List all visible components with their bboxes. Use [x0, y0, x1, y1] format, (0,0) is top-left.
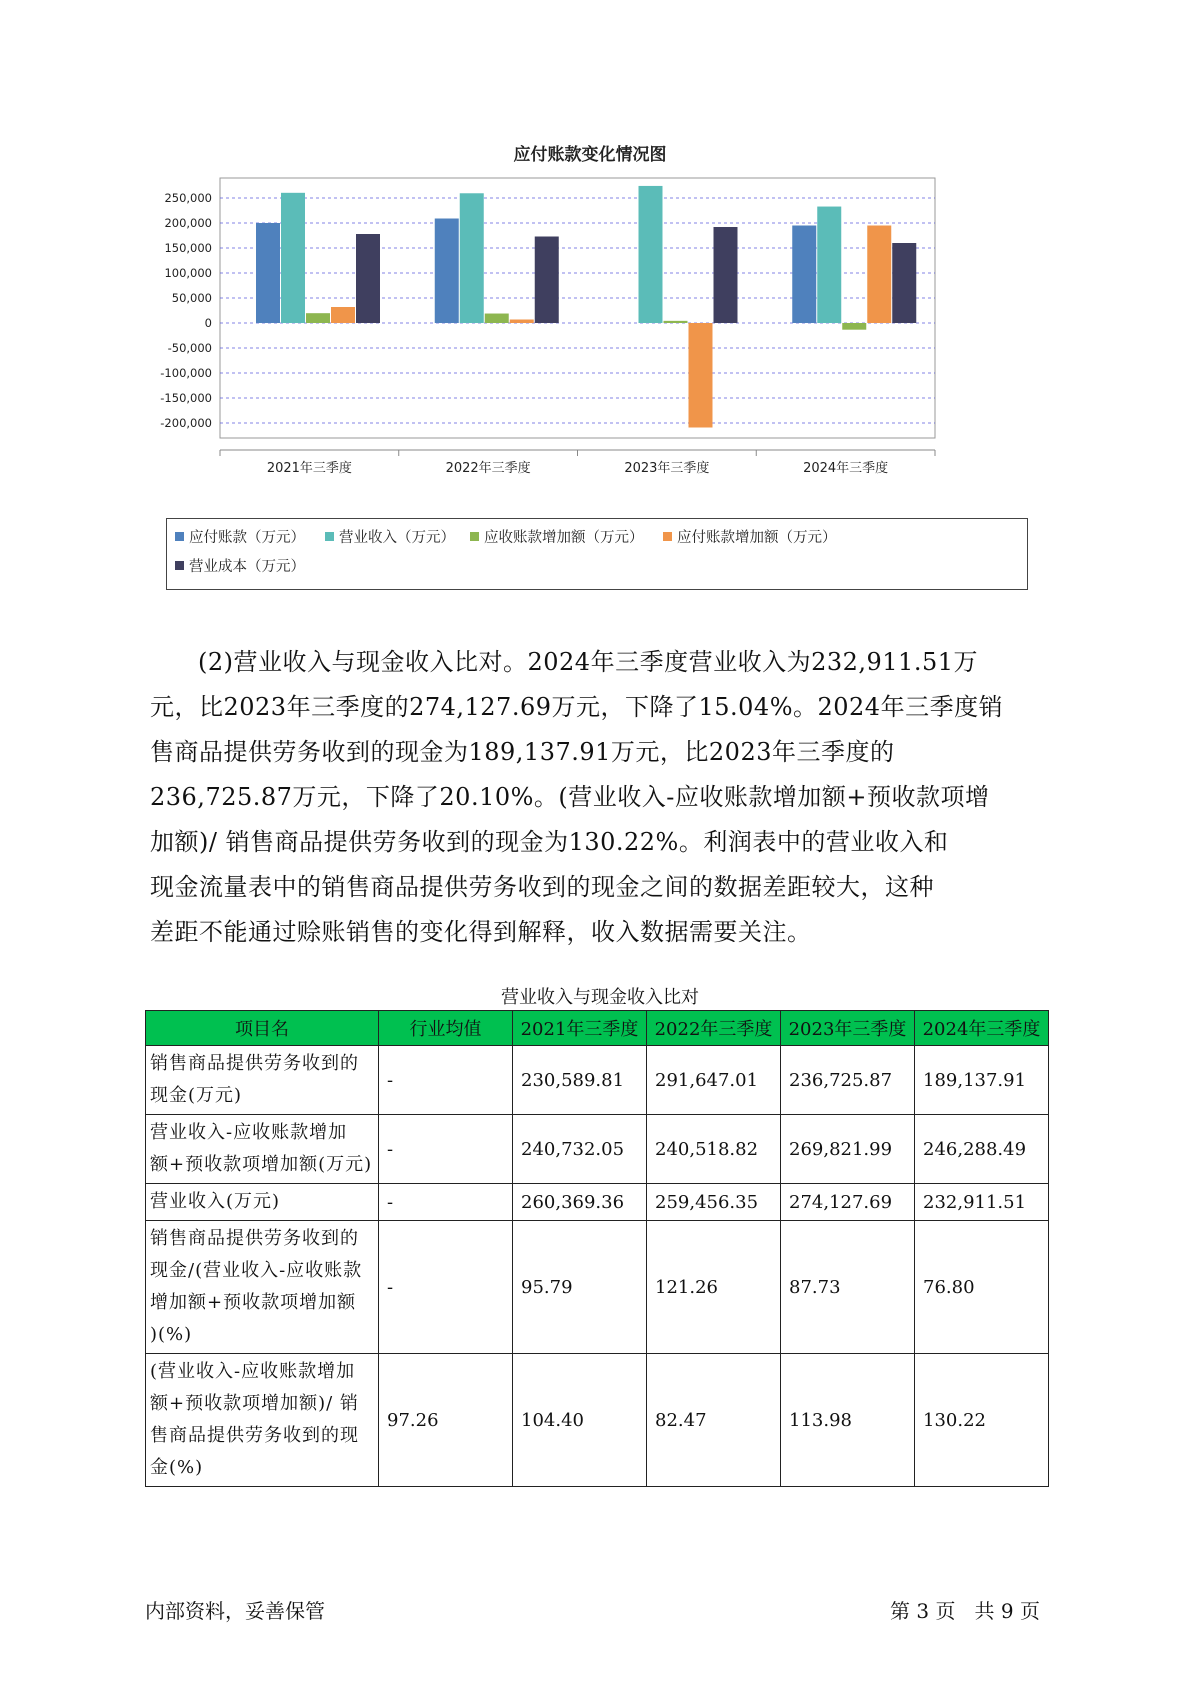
table-cell: 246,288.49: [915, 1115, 1049, 1184]
y-tick-label: -50,000: [167, 341, 212, 355]
row-label-line: (营业收入-应收账款增加: [150, 1361, 356, 1382]
table-cell: 232,911.51: [915, 1184, 1049, 1221]
row-label-line: 增加额+预收款项增加额: [150, 1292, 357, 1313]
x-tick-label: 2022年三季度: [445, 461, 531, 476]
bar: [356, 234, 380, 323]
table-row: [146, 1354, 1049, 1487]
bar: [306, 313, 330, 323]
bar: [792, 226, 816, 324]
row-label: [146, 1221, 379, 1354]
table-cell: 260,369.36: [513, 1184, 647, 1221]
bar: [435, 219, 459, 324]
bar: [460, 193, 484, 323]
legend-label: 应付账款增加额（万元）: [677, 530, 837, 546]
table-cell: 230,589.81: [513, 1046, 647, 1115]
row-label-line: 销售商品提供劳务收到的: [150, 1053, 359, 1074]
row-label-line: 现金(万元): [150, 1085, 243, 1106]
x-tick-label: 2021年三季度: [266, 461, 352, 476]
bar: [510, 320, 534, 324]
table-cell: 189,137.91: [915, 1046, 1049, 1115]
chart-title: 应付账款变化情况图: [513, 145, 667, 165]
table-cell: 113.98: [781, 1354, 915, 1487]
bar: [485, 314, 509, 323]
row-label-line: 营业收入(万元): [150, 1191, 281, 1212]
y-tick-label: -150,000: [160, 391, 212, 405]
bar: [817, 207, 841, 323]
bar: [639, 186, 663, 323]
paragraph-line: 现金流量表中的销售商品提供劳务收到的现金之间的数据差距较大，这种: [150, 873, 934, 901]
table-cell: -: [379, 1046, 513, 1115]
row-label-line: 售商品提供劳务收到的现: [150, 1425, 359, 1446]
header-item-name: 项目名: [146, 1011, 379, 1046]
table-cell: 274,127.69: [781, 1184, 915, 1221]
y-tick-label: -100,000: [160, 366, 212, 380]
legend-swatch: [175, 532, 184, 541]
table-cell: 95.79: [513, 1221, 647, 1354]
legend-label: 应收账款增加额（万元）: [484, 530, 644, 546]
legend-swatch: [663, 532, 672, 541]
table-row: [146, 1115, 1049, 1184]
row-label-line: 额+预收款项增加额(万元): [150, 1154, 373, 1175]
bar: [331, 307, 355, 323]
chart-legend: [166, 518, 1028, 590]
bar: [689, 323, 713, 428]
y-tick-label: 200,000: [164, 216, 212, 230]
y-tick-label: 100,000: [164, 266, 212, 280]
y-tick-label: 50,000: [171, 291, 212, 305]
legend-item: [325, 526, 455, 547]
row-label: [146, 1115, 379, 1184]
table-title: 营业收入与现金收入比对: [501, 987, 699, 1008]
table-cell: 87.73: [781, 1221, 915, 1354]
table-cell: 97.26: [379, 1354, 513, 1487]
table-row: [146, 1221, 1049, 1354]
page-number: 第 3 页 共 9 页: [890, 1599, 1040, 1623]
paragraph-line: 加额)/ 销售商品提供劳务收到的现金为130.22%。利润表中的营业收入和: [150, 828, 949, 856]
legend-item: [470, 526, 644, 547]
bar: [842, 323, 866, 330]
x-tick-label: 2023年三季度: [624, 461, 710, 476]
legend-label: 营业成本（万元）: [189, 559, 305, 575]
header-2023q3: 2023年三季度: [781, 1011, 915, 1046]
legend-swatch: [470, 532, 479, 541]
table-cell: -: [379, 1184, 513, 1221]
footer-confidential: 内部资料，妥善保管: [145, 1599, 325, 1623]
table-cell: 130.22: [915, 1354, 1049, 1487]
table-cell: 236,725.87: [781, 1046, 915, 1115]
body-paragraph: [150, 640, 1050, 955]
table-cell: -: [379, 1115, 513, 1184]
row-label-line: 金(%): [150, 1457, 204, 1478]
table-cell: 269,821.99: [781, 1115, 915, 1184]
legend-item: [663, 526, 837, 547]
legend-label: 应付账款（万元）: [189, 530, 305, 546]
bar: [867, 226, 891, 324]
table-cell: 82.47: [647, 1354, 781, 1487]
legend-swatch: [175, 561, 184, 570]
row-label-line: 现金/(营业收入-应收账款: [150, 1260, 363, 1281]
table-cell: 240,732.05: [513, 1115, 647, 1184]
comparison-table: [145, 1010, 1049, 1487]
paragraph-line: 售商品提供劳务收到的现金为189,137.91万元，比2023年三季度的: [150, 738, 895, 766]
legend-swatch: [325, 532, 334, 541]
header-2024q3: 2024年三季度: [915, 1011, 1049, 1046]
row-label-line: 额+预收款项增加额)/ 销: [150, 1393, 359, 1414]
table-cell: 76.80: [915, 1221, 1049, 1354]
legend-item: [175, 555, 305, 576]
bar: [281, 193, 305, 323]
row-label: [146, 1184, 379, 1221]
table-cell: 240,518.82: [647, 1115, 781, 1184]
table-row: [146, 1184, 1049, 1221]
row-label: [146, 1046, 379, 1115]
row-label: [146, 1354, 379, 1487]
row-label-line: 营业收入-应收账款增加: [150, 1122, 348, 1143]
y-tick-label: 250,000: [164, 191, 212, 205]
bar-chart: [150, 140, 1030, 610]
legend-item: [175, 526, 305, 547]
table-cell: 259,456.35: [647, 1184, 781, 1221]
header-industry-avg: 行业均值: [379, 1011, 513, 1046]
bar: [256, 223, 280, 323]
paragraph-line: 236,725.87万元，下降了20.10%。(营业收入-应收账款增加额+预收款项增: [150, 783, 990, 811]
row-label-line: )(%): [150, 1324, 193, 1345]
paragraph-line: 元，比2023年三季度的274,127.69万元，下降了15.04%。2024年三季度销: [150, 693, 1004, 721]
bar: [714, 227, 738, 323]
bar: [664, 321, 688, 323]
y-tick-label: -200,000: [160, 416, 212, 430]
y-tick-label: 150,000: [164, 241, 212, 255]
y-tick-label: 0: [204, 316, 212, 330]
table-row: [146, 1046, 1049, 1115]
x-tick-label: 2024年三季度: [803, 461, 889, 476]
paragraph-line: 差距不能通过赊账销售的变化得到解释，收入数据需要关注。: [150, 918, 812, 946]
table-cell: 291,647.01: [647, 1046, 781, 1115]
header-2022q3: 2022年三季度: [647, 1011, 781, 1046]
table-cell: 121.26: [647, 1221, 781, 1354]
bar: [535, 237, 559, 324]
table-cell: 104.40: [513, 1354, 647, 1487]
table-cell: -: [379, 1221, 513, 1354]
paragraph-line: (2)营业收入与现金收入比对。2024年三季度营业收入为232,911.51万: [198, 648, 978, 676]
header-2021q3: 2021年三季度: [513, 1011, 647, 1046]
bar: [892, 243, 916, 323]
legend-label: 营业收入（万元）: [339, 530, 455, 546]
table-header-row: [146, 1011, 1049, 1046]
row-label-line: 销售商品提供劳务收到的: [150, 1228, 359, 1249]
